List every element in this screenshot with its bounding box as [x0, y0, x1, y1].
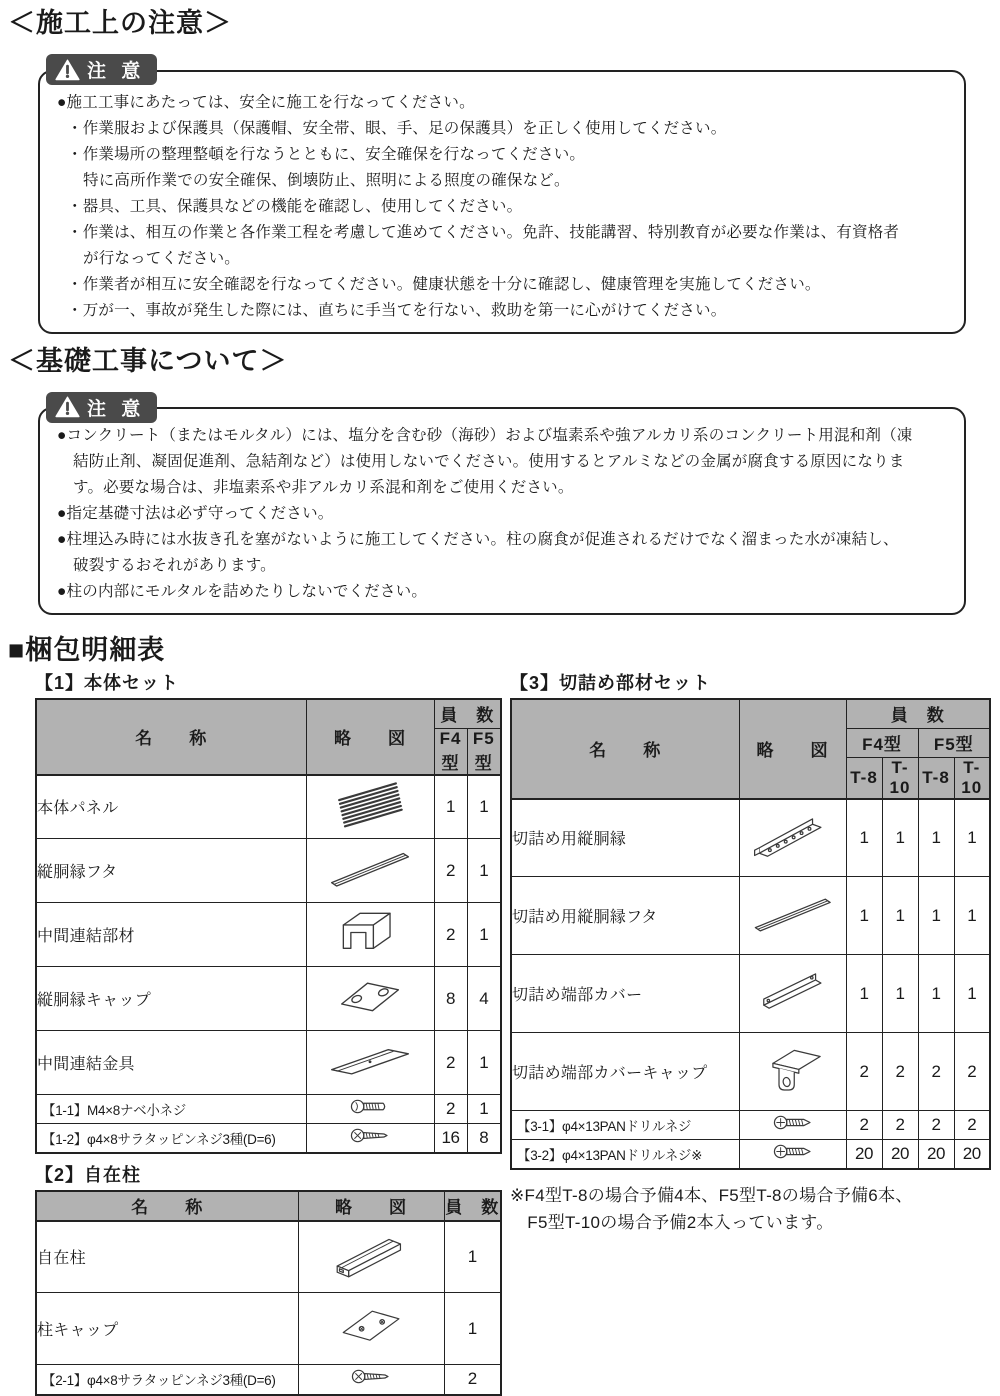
header-type: T-10 [954, 757, 990, 799]
footnote-line: F5型T-10の場合予備2本入っています。 [510, 1212, 834, 1232]
item-name-cell: 【3-1】φ4×13PANドリルネジ [511, 1111, 739, 1140]
sketch-cell [739, 877, 846, 955]
sketch-cell [306, 839, 434, 903]
qty-cell: 1 [882, 877, 918, 955]
channel-holes-sketch-icon [743, 809, 842, 862]
caution-line: 結防止剤、凝固促進剤、急結剤など）は使用しないでください。使用するとアルミなどの金属が腐食する原因になりま [73, 453, 905, 470]
item-name-cell: 切詰め用縦胴縁 [511, 799, 739, 877]
qty-cell: 1 [467, 1095, 501, 1124]
header-model: F4型 [846, 728, 918, 757]
qty-cell: 1 [954, 955, 990, 1033]
table-row [36, 903, 501, 967]
sketch-cell [306, 775, 434, 839]
qty-cell: 2 [434, 903, 467, 967]
header-type: T-8 [918, 757, 954, 799]
table1-label: 【1】本体セット [35, 673, 180, 693]
post-cap-sketch-icon [321, 1299, 420, 1352]
item-name-cell: 中間連結部材 [36, 903, 306, 967]
table-row [36, 1095, 501, 1124]
sketch-cell [298, 1365, 444, 1395]
caution-line: す。必要な場合は、非塩素系や非アルカリ系混和剤をご使用ください。 [73, 479, 574, 496]
item-name-cell: 切詰め用縦胴縁フタ [511, 877, 739, 955]
item-name-cell: 縦胴縁キャップ [36, 967, 306, 1031]
caution-line: が行なってください。 [83, 249, 241, 267]
caution-line: ●施工工事にあたっては、安全に施工を行なってください。 [57, 93, 475, 111]
qty-cell: 1 [954, 877, 990, 955]
table-row [511, 799, 990, 877]
sketch-cell [739, 799, 846, 877]
header-model: F4型 [434, 728, 467, 775]
qty-cell: 1 [467, 1031, 501, 1095]
cover-bar-sketch-icon [740, 887, 846, 939]
cap-plate-sketch-icon [316, 969, 425, 1022]
screw-pan-sketch-icon [343, 1098, 397, 1115]
sketch-cell [739, 1033, 846, 1111]
sketch-cell [739, 955, 846, 1033]
header-sketch: 略 図 [298, 1191, 444, 1221]
packing-table [510, 698, 991, 1170]
section-title-construction: ＜施工上の注意＞ [8, 8, 232, 38]
angle-cover-sketch-icon [743, 964, 842, 1017]
qty-cell: 16 [434, 1124, 467, 1153]
caution-line: ・作業は、相互の作業と各作業工程を考慮して進めてください。免許、技能講習、特別教育が必要な作業は、有資格者 [67, 223, 900, 241]
post-beam-sketch-icon [321, 1228, 420, 1281]
header-model: F5型 [467, 728, 501, 775]
channel-connector-sketch-icon [316, 905, 425, 958]
table2-container [35, 1190, 500, 1396]
section-title-packing: ■梱包明細表 [8, 635, 166, 665]
header-sketch: 略 図 [306, 699, 434, 775]
packing-table [35, 1190, 502, 1396]
header-qty: 員 数 [434, 699, 501, 728]
qty-cell: 2 [846, 1033, 882, 1111]
screw-tapping-sketch-icon [343, 1127, 397, 1144]
header-model: F5型 [918, 728, 990, 757]
qty-cell: 20 [882, 1140, 918, 1169]
end-cap-bracket-sketch-icon [743, 1042, 842, 1095]
qty-cell: 2 [954, 1033, 990, 1111]
header-name: 名 称 [36, 699, 306, 775]
foundation-caution-box [38, 407, 966, 615]
qty-cell: 1 [846, 799, 882, 877]
table-header-row [36, 1191, 501, 1221]
table-row [36, 1124, 501, 1153]
table-row [36, 1031, 501, 1095]
table-row [511, 1033, 990, 1111]
table-row [36, 1221, 501, 1293]
table-row [36, 967, 501, 1031]
caution-line: 特に高所作業での安全確保、倒壊防止、照明による照度の確保など。 [83, 171, 570, 189]
sketch-cell [739, 1140, 846, 1169]
header-type: T-8 [846, 757, 882, 799]
table3-container [510, 698, 990, 1170]
item-name-cell: 本体パネル [36, 775, 306, 839]
qty-cell: 2 [882, 1111, 918, 1140]
qty-cell: 1 [846, 877, 882, 955]
qty-cell: 8 [467, 1124, 501, 1153]
caution-line: ・作業者が相互に安全確認を行なってください。健康状態を十分に確認し、健康管理を実施してください。 [67, 275, 821, 293]
sketch-cell [739, 1111, 846, 1140]
footnote [510, 1182, 990, 1236]
item-name-cell: 切詰め端部カバー [511, 955, 739, 1033]
qty-cell: 1 [882, 799, 918, 877]
sketch-cell [306, 967, 434, 1031]
flat-bracket-sketch-icon [316, 1033, 425, 1086]
table-row [36, 839, 501, 903]
qty-cell: 2 [846, 1111, 882, 1140]
table-header-row [511, 699, 990, 728]
caution-badge [46, 392, 157, 423]
item-name-cell: 【2-1】φ4×8サラタッピンネジ3種(D=6) [36, 1365, 298, 1395]
caution-line: ・作業場所の整理整頓を行なうとともに、安全確保を行なってください。 [67, 145, 586, 163]
table2-label: 【2】自在柱 [35, 1164, 142, 1185]
qty-cell: 2 [918, 1111, 954, 1140]
item-name-cell: 【3-2】φ4×13PANドリルネジ※ [511, 1140, 739, 1169]
table1-container [35, 698, 500, 1154]
qty-cell: 1 [467, 903, 501, 967]
table-row [511, 955, 990, 1033]
section-title-foundation: ＜基礎工事について＞ [8, 345, 288, 376]
table-row [36, 1293, 501, 1365]
qty-cell: 20 [954, 1140, 990, 1169]
table-row [36, 775, 501, 839]
sketch-cell [306, 903, 434, 967]
qty-cell: 4 [467, 967, 501, 1031]
caution-badge-label: 注 意 [87, 61, 146, 82]
construction-caution [38, 38, 966, 334]
sketch-cell [298, 1293, 444, 1365]
table3-label: 【3】切詰め部材セット [510, 673, 712, 693]
header-qty: 員 数 [444, 1191, 501, 1221]
qty-cell: 2 [444, 1365, 501, 1395]
header-sketch: 略 図 [739, 699, 846, 799]
item-name-cell: 自在柱 [36, 1221, 298, 1293]
caution-badge-label: 注 意 [87, 398, 146, 420]
screw-drill-sketch-icon [766, 1114, 820, 1131]
qty-cell: 1 [444, 1221, 501, 1293]
item-name-cell: 柱キャップ [36, 1293, 298, 1365]
qty-cell: 1 [434, 775, 467, 839]
caution-line: ・器具、工具、保護具などの機能を確認し、使用してください。 [67, 197, 523, 215]
header-name: 名 称 [511, 699, 739, 799]
warning-triangle-icon [55, 396, 80, 418]
table-row [511, 877, 990, 955]
item-name-cell: 中間連結金具 [36, 1031, 306, 1095]
caution-line: ●指定基礎寸法は必ず守ってください。 [57, 505, 334, 522]
qty-cell: 1 [918, 955, 954, 1033]
caution-line: ●柱埋込み時には水抜き孔を塞がないように施工してください。柱の腐食が促進されるだけでなく溜まった水が凍結し、 [57, 531, 899, 548]
item-name-cell: 縦胴縁フタ [36, 839, 306, 903]
qty-cell: 8 [434, 967, 467, 1031]
screw-tapping-sketch-icon [344, 1368, 398, 1385]
qty-cell: 1 [882, 955, 918, 1033]
caution-line: ●コンクリート（またはモルタル）には、塩分を含む砂（海砂）および塩素系や強アルカリ系のコンクリート用混和剤（凍 [57, 427, 913, 444]
qty-cell: 1 [846, 955, 882, 1033]
qty-cell: 2 [882, 1033, 918, 1111]
table-row [511, 1140, 990, 1169]
table-row [36, 1365, 501, 1395]
header-name: 名 称 [36, 1191, 298, 1221]
qty-cell: 2 [434, 839, 467, 903]
qty-cell: 2 [434, 1095, 467, 1124]
packing-tables [35, 671, 1000, 1396]
qty-cell: 1 [954, 799, 990, 877]
cover-bar-sketch-icon [316, 841, 425, 894]
footnote-line: ※F4型T-8の場合予備4本、F5型T-8の場合予備6本、 [510, 1185, 913, 1205]
qty-cell: 1 [444, 1293, 501, 1365]
caution-line: ●柱の内部にモルタルを詰めたりしないでください。 [57, 583, 428, 600]
packing-right-column [510, 671, 990, 1236]
qty-cell: 20 [846, 1140, 882, 1169]
caution-line: 破裂するおそれがあります。 [73, 557, 276, 574]
caution-badge [46, 54, 157, 85]
item-name-cell: 【1-2】φ4×8サラタッピンネジ3種(D=6) [36, 1124, 306, 1153]
table-row [511, 1111, 990, 1140]
sketch-cell [306, 1095, 434, 1124]
packing-table [35, 698, 502, 1154]
packing-left-column [35, 671, 500, 1396]
qty-cell: 1 [918, 877, 954, 955]
caution-line: ・作業服および保護具（保護帽、安全帯、眼、手、足の保護具）を正しく使用してください。 [67, 119, 727, 137]
table-header-row [36, 699, 501, 728]
header-qty: 員 数 [846, 699, 990, 728]
qty-cell: 2 [434, 1031, 467, 1095]
sketch-cell [306, 1124, 434, 1153]
qty-cell: 2 [918, 1033, 954, 1111]
foundation-caution [38, 376, 966, 616]
screw-drill-sketch-icon [766, 1143, 820, 1160]
panel-stack-sketch-icon [316, 778, 425, 831]
item-name-cell: 【1-1】M4×8ナベ小ネジ [36, 1095, 306, 1124]
header-type: T-10 [882, 757, 918, 799]
construction-caution-box [38, 70, 966, 334]
qty-cell: 20 [918, 1140, 954, 1169]
qty-cell: 1 [467, 839, 501, 903]
qty-cell: 1 [467, 775, 501, 839]
sketch-cell [306, 1031, 434, 1095]
caution-line: ・万が一、事故が発生した際には、直ちに手当てを行ない、救助を第一に心がけてください。 [67, 301, 727, 319]
sketch-cell [298, 1221, 444, 1293]
warning-triangle-icon [55, 59, 80, 81]
qty-cell: 1 [918, 799, 954, 877]
item-name-cell: 切詰め端部カバーキャップ [511, 1033, 739, 1111]
qty-cell: 2 [954, 1111, 990, 1140]
